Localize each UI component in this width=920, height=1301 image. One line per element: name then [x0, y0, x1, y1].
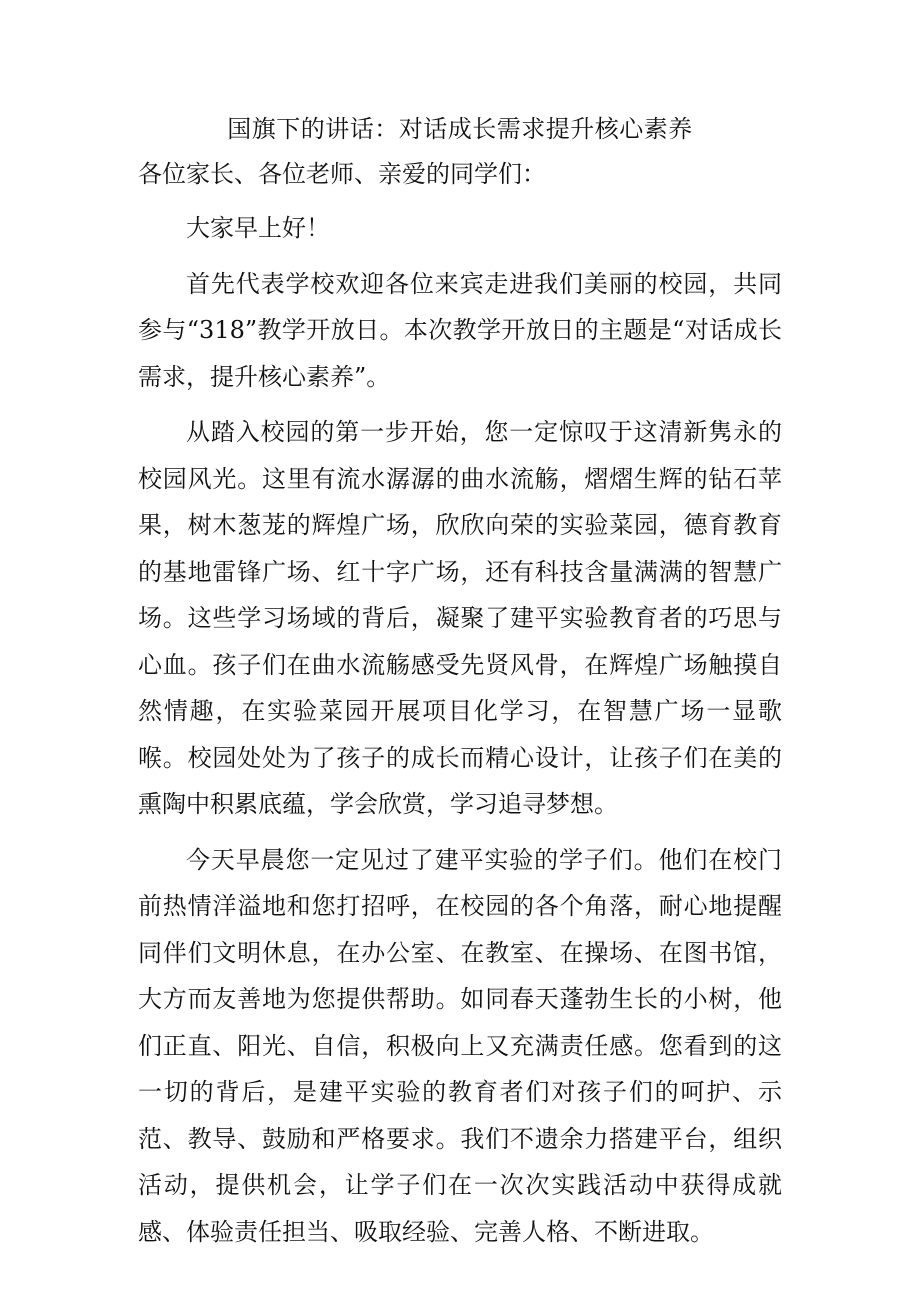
document-body	[138, 205, 782, 1264]
paragraph-welcome: 首先代表学校欢迎各位来宾走进我们美丽的校园，共同参与“318”教学开放日。本次教学开放日的主题是“对话成长需求，提升核心素养”。	[138, 269, 782, 391]
salutation: 各位家长、各位老师、亲爱的同学们：	[138, 160, 546, 188]
paragraph-students: 今天早晨您一定见过了建平实验的学子们。他们在校门前热情洋溢地和您打招呼，在校园的各个角落，耐心地提醒同伴们文明休息，在办公室、在教室、在操场、在图书馆，大方而友善地为您提供帮助。如同春天蓬勃生长的小树，他们正直、阳光、自信，积极向上又充满责任感。您看到的这一切的背后，是建平实验的教育者们对孩子们的呵护、示范、教导、鼓励和严格要求。我们不遗余力搭建平台，组织活动，提供机会，让学子们在一次次实践活动中获得成就感、体验责任担当、吸取经验、完善人格、不断进取。	[138, 845, 782, 1246]
paragraph-campus: 从踏入校园的第一步开始，您一定惊叹于这清新隽永的校园风光。这里有流水潺潺的曲水流觞，熠熠生辉的钻石苹果，树木葱茏的辉煌广场，欣欣向荣的实验菜园，德育教育的基地雷锋广场、红十字广场，还有科技含量满满的智慧广场。这些学习场域的背后，凝聚了建平实验教育者的巧思与心血。孩子们在曲水流觞感受先贤风骨，在辉煌广场触摸自然情趣，在实验菜园开展项目化学习，在智慧广场一显歌喉。校园处处为了孩子的成长而精心设计，让孩子们在美的熏陶中积累底蕴，学会欣赏，学习追寻梦想。	[138, 418, 782, 818]
paragraph-greeting: 大家早上好！	[186, 214, 330, 242]
document-title: 国旗下的讲话：对话成长需求提升核心素养	[227, 115, 693, 143]
